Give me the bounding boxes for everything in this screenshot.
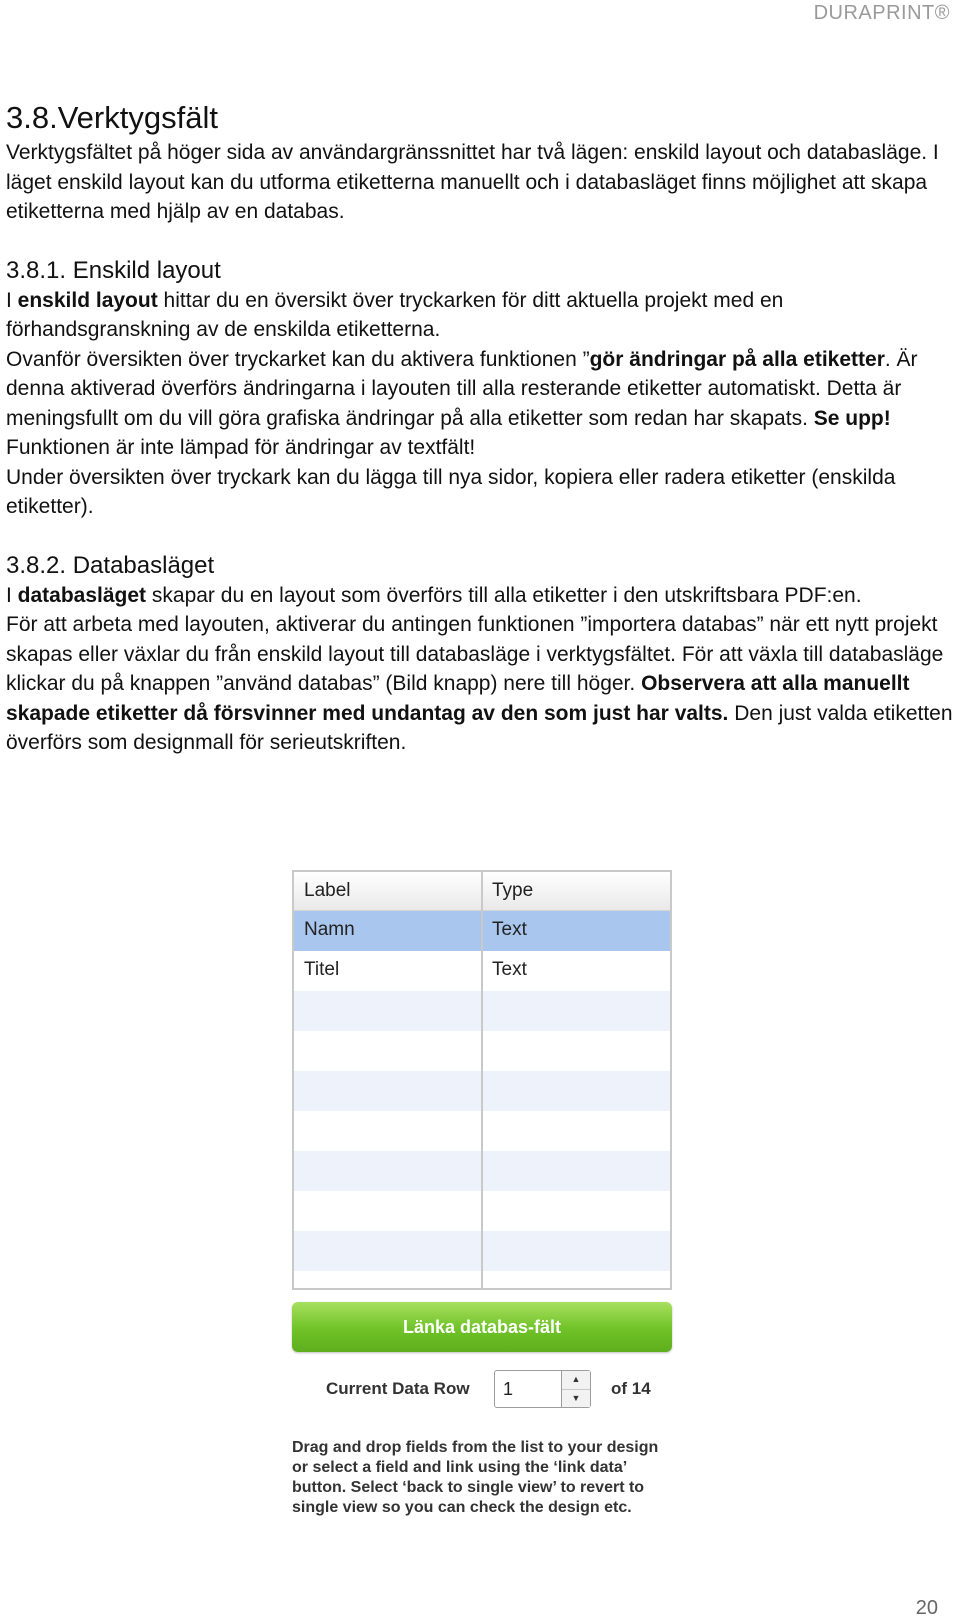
row-total-label: of 14 [611,1379,651,1398]
data-row-input[interactable]: 1 [503,1379,514,1399]
row-label-cell: Namn [304,919,355,940]
database-mode-paragraph-2: För att arbeta med layouten, aktiverar du antingen funktionen ”importera databas” när ett nytt projekt skapas eller växlar du från enskild layout till databasläge i verktygsfältet. För att växla till databasläge klickar du på knappen ”använd databas” (Bild knapp) nere till höger. Observera att alla manuellt skapade etiketter då försvinner med undantag av den som just har valts. Den just valda etiketten överförs som designmall för serieutskriften. [6,613,953,754]
row-label-cell: Titel [304,959,340,980]
column-header-type[interactable]: Type [492,880,534,901]
section-title: 3.8.Verktygsfält [6,100,218,135]
database-mode-paragraph-1: I databasläget skapar du en layout som överförs till alla etiketter i den utskriftsbara PDF:en. [6,583,862,607]
link-database-field-button[interactable]: Länka databas-fält [292,1302,672,1352]
data-row-stepper[interactable] [494,1370,591,1408]
current-data-row-control [292,1370,672,1408]
page-number: 20 [915,1597,938,1619]
subsection-title-database-mode: 3.8.2. Databasläget [6,551,215,579]
single-layout-paragraph-2: Ovanför översikten över tryckarket kan du aktivera funktionen ”gör ändringar på alla etiketter. Är denna aktiverad överförs ändringarna i layouten till alla resterande etiketter automatiskt. Detta är meningsfullt om du vill göra grafiska ändringar på alla etiketter som redan har skapats. Se upp! Funktionen är inte lämpad för ändringar av textfält! [6,347,918,459]
row-type-cell: Text [492,919,527,940]
column-header-label[interactable]: Label [304,880,351,901]
single-layout-paragraph-3: Under översikten över tryckark kan du lägga till nya sidor, kopiera eller radera etiketter (enskilda etiketter). [6,465,896,518]
current-data-row-label: Current Data Row [326,1379,470,1398]
single-layout-paragraph-1: I enskild layout hittar du en översikt över tryckarken för ditt aktuella projekt med en förhandsgranskning av de enskilda etiketterna. [6,288,784,341]
help-text: Drag and drop fields from the list to your design or select a field and link using the ‘link data’ button. Select ‘back to single view’ to revert to single view so you can check the design etc. [292,1439,659,1516]
document-body [6,98,956,758]
brand-header: DURAPRINT® [813,2,950,24]
fields-table [292,870,672,1290]
row-type-cell: Text [492,959,527,980]
stepper-down-icon[interactable]: ▼ [562,1389,590,1408]
stepper-up-icon[interactable]: ▲ [562,1371,590,1389]
database-toolbar-screenshot [292,870,672,1518]
subsection-title-single-layout: 3.8.1. Enskild layout [6,256,221,284]
intro-paragraph: Verktygsfältet på höger sida av användargränssnittet har två lägen: enskild layout och databasläge. I läget enskild layout kan du utforma etiketterna manuellt och i databasläget finns möjlighet att skapa etiketterna med hjälp av en databas. [6,141,939,223]
